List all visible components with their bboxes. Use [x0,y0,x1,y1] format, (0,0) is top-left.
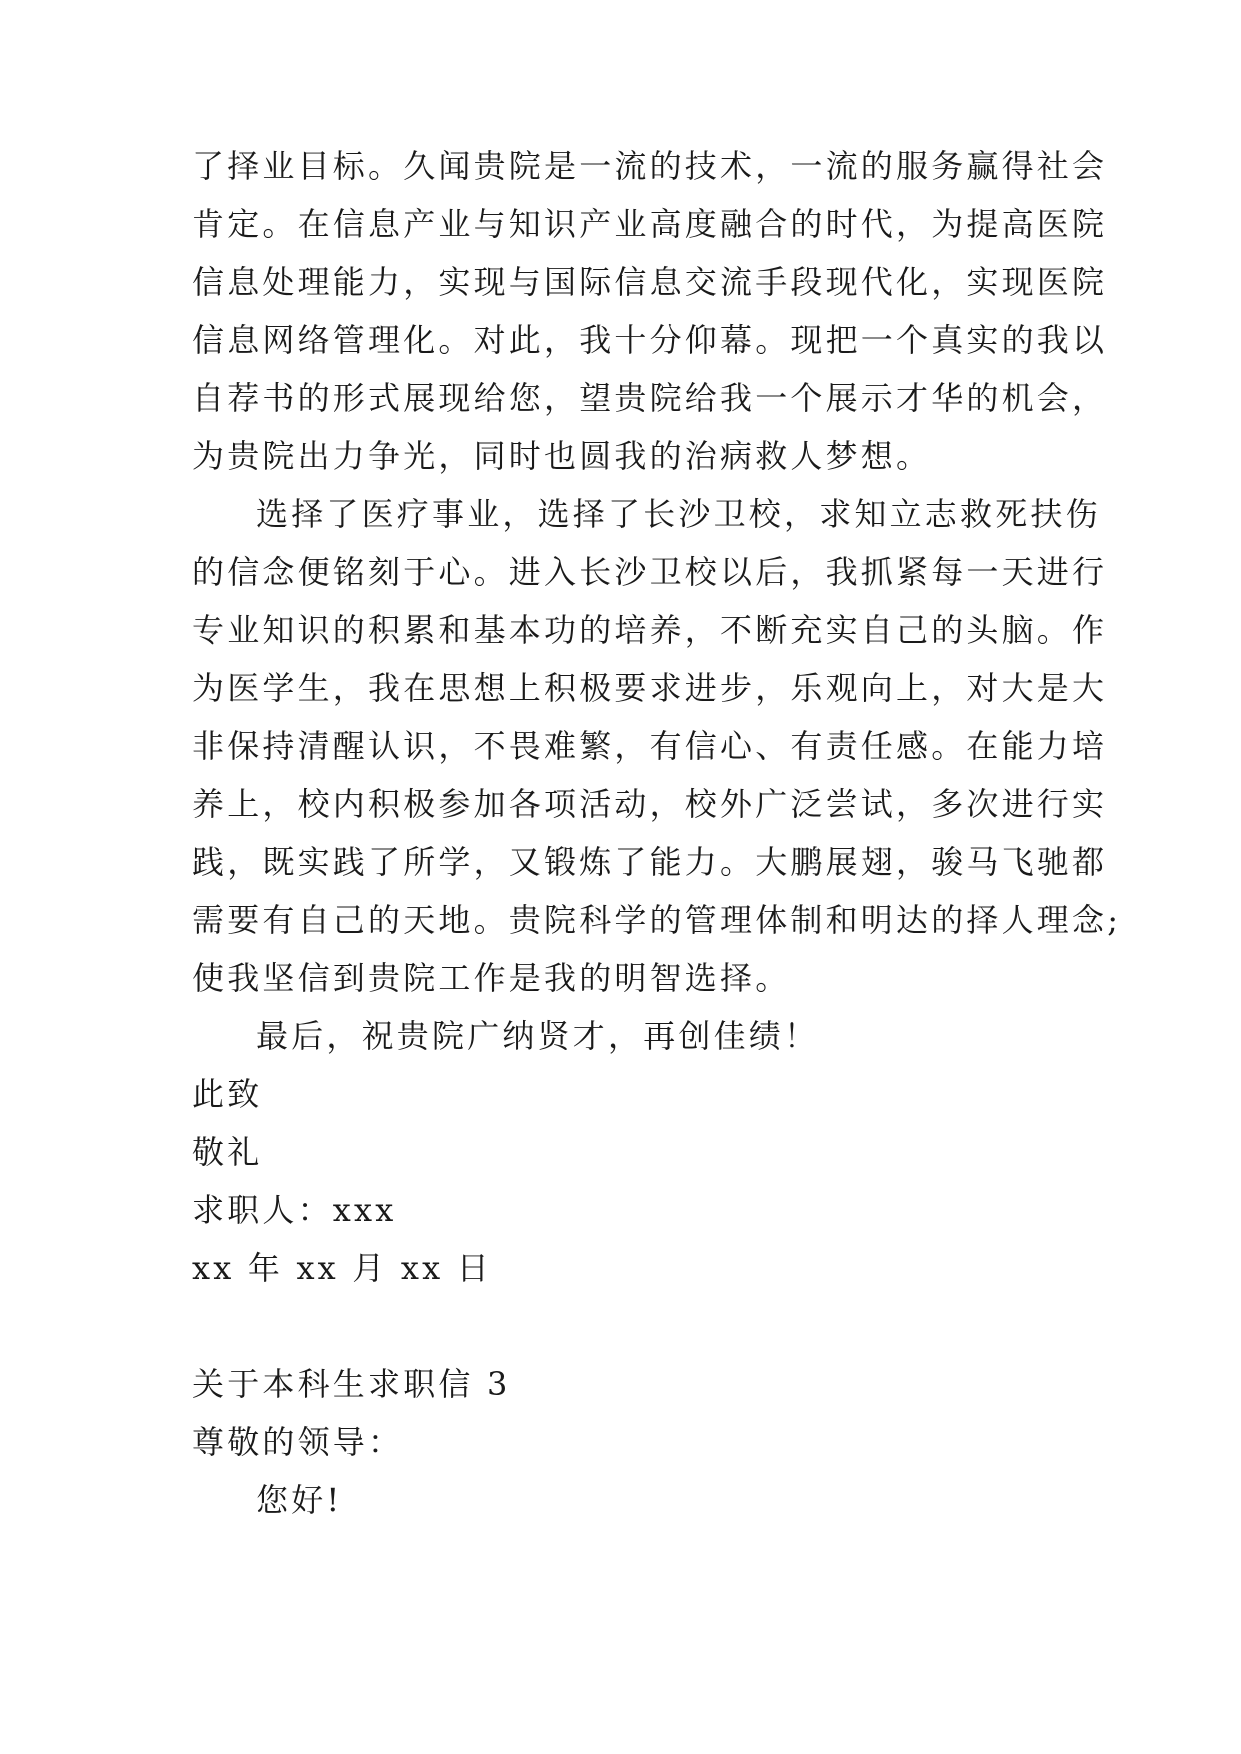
salutation-regards: 敬礼 [192,1133,263,1171]
paragraph-line: 信息网络管理化。对此，我十分仰幕。现把一个真实的我以 [192,321,1108,359]
salutation-close: 此致 [192,1075,263,1113]
applicant-name: 求职人：xxx [192,1191,397,1229]
paragraph-line: 自荐书的形式展现给您，望贵院给我一个展示才华的机会， [192,379,1108,417]
closing-wish: 最后，祝贵院广纳贤才，再创佳绩！ [256,1017,820,1055]
paragraph-line: 使我坚信到贵院工作是我的明智选择。 [192,959,791,997]
greeting-hello: 您好! [256,1481,343,1519]
paragraph-line: 践，既实践了所学，又锻炼了能力。大鹏展翅，骏马飞驰都 [192,843,1108,881]
paragraph-line: 了择业目标。久闻贵院是一流的技术，一流的服务赢得社会 [192,147,1108,185]
paragraph-line: 选择了医疗事业，选择了长沙卫校，求知立志救死扶伤 [256,495,1101,533]
paragraph-line: 需要有自己的天地。贵院科学的管理体制和明达的择人理念; [192,901,1122,939]
paragraph-line: 信息处理能力，实现与国际信息交流手段现代化，实现医院 [192,263,1108,301]
paragraph-line: 非保持清醒认识，不畏难繁，有信心、有责任感。在能力培 [192,727,1108,765]
paragraph-line: 养上，校内积极参加各项活动，校外广泛尝试，多次进行实 [192,785,1108,823]
section-title: 关于本科生求职信 3 [192,1365,511,1403]
paragraph-line: 为医学生，我在思想上积极要求进步，乐观向上，对大是大 [192,669,1108,707]
paragraph-line: 为贵院出力争光，同时也圆我的治病救人梦想。 [192,437,932,475]
paragraph-line: 的信念便铭刻于心。进入长沙卫校以后，我抓紧每一天进行 [192,553,1108,591]
letter-date: xx 年 xx 月 xx 日 [192,1249,492,1287]
paragraph-line: 肯定。在信息产业与知识产业高度融合的时代，为提高医院 [192,205,1108,243]
greeting-addressee: 尊敬的领导： [192,1423,404,1461]
paragraph-line: 专业知识的积累和基本功的培养，不断充实自己的头脑。作 [192,611,1108,649]
